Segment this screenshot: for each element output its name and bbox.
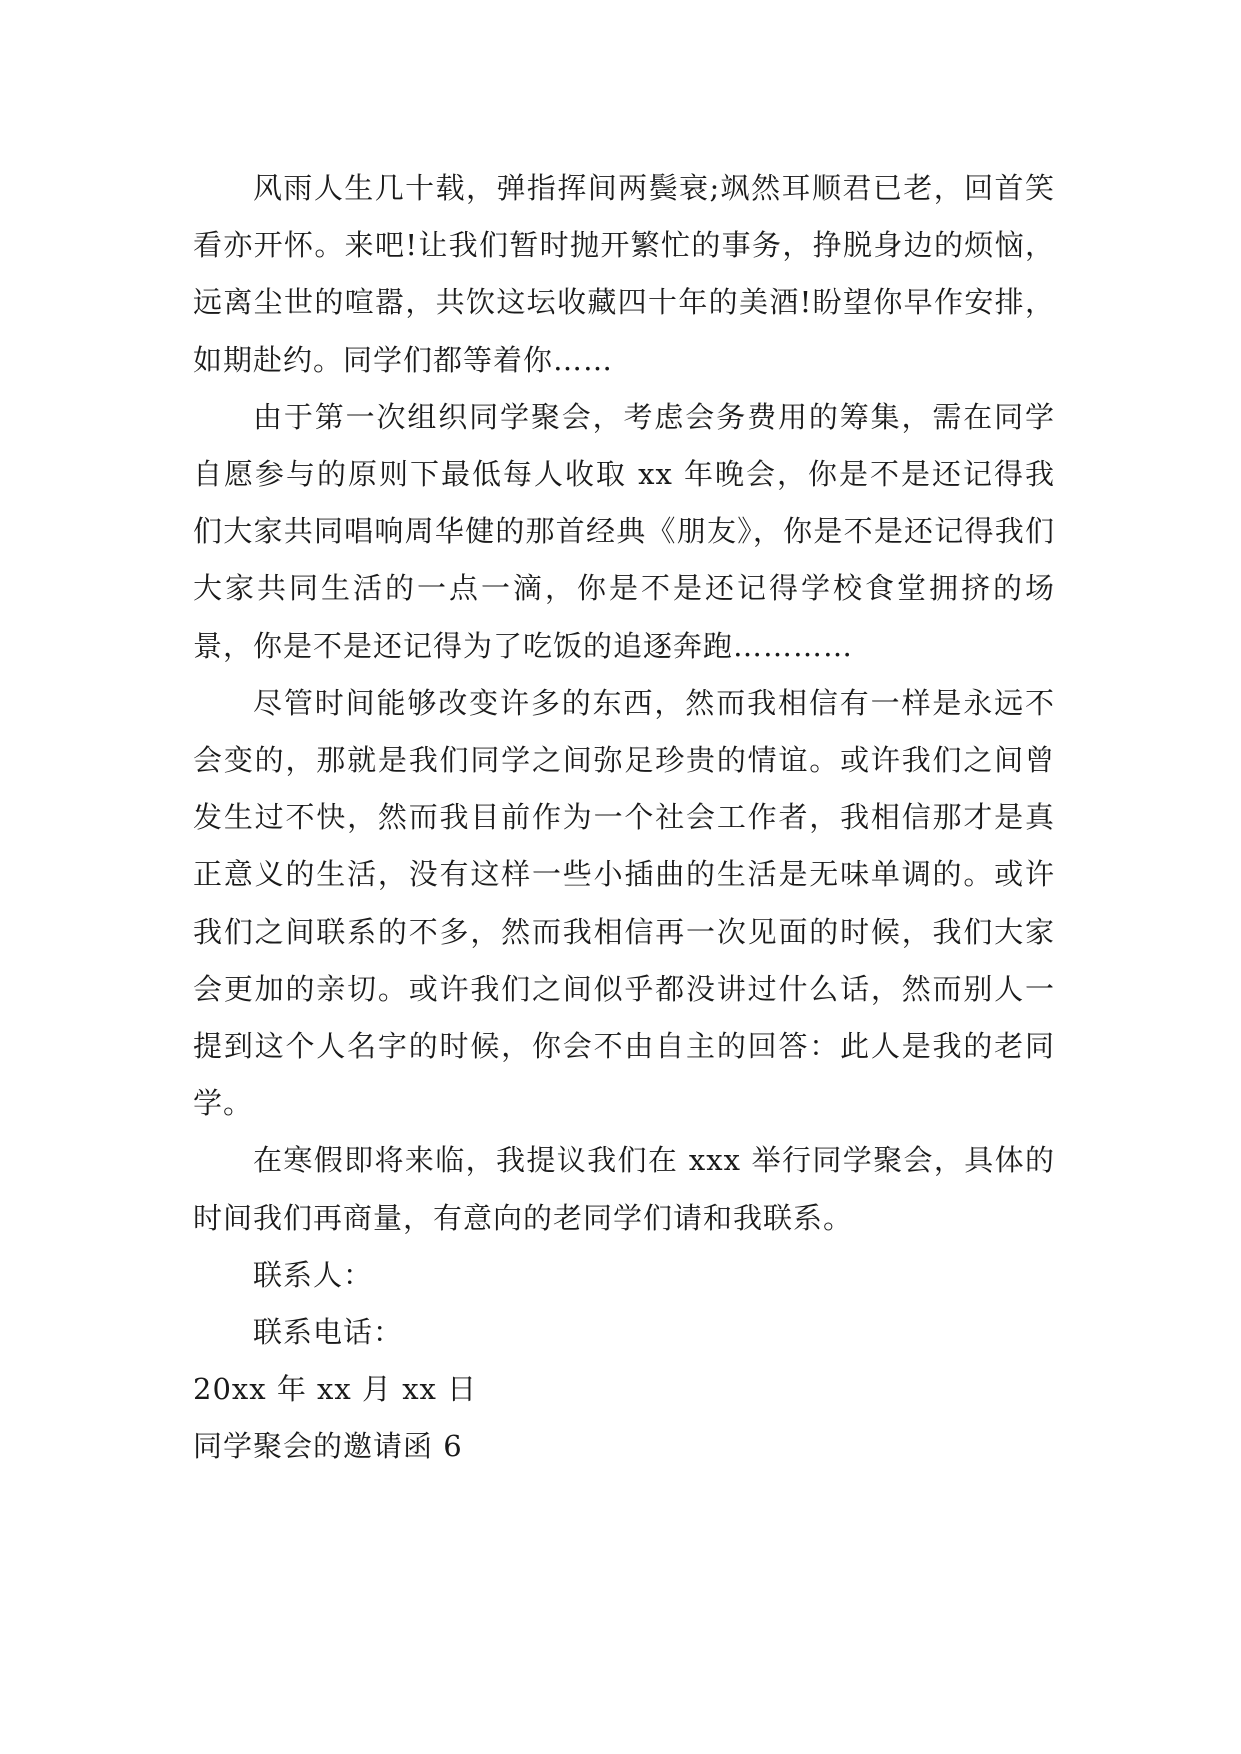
paragraph-proposal: 在寒假即将来临，我提议我们在 xxx 举行同学聚会，具体的时间我们再商量，有意向的老同学们请和我联系。 <box>193 1143 1055 1235</box>
next-section-title: 同学聚会的邀请函 6 <box>193 1429 463 1464</box>
contact-phone-label: 联系电话： <box>253 1315 404 1350</box>
paragraph-reunion-call: 风雨人生几十载，弹指挥间两鬓衰;飒然耳顺君已老，回首笑看亦开怀。来吧!让我们暂时抛开繁忙的事务，挣脱身边的烦恼，远离尘世的喧嚣，共饮这坛收藏四十年的美酒!盼望你早作安排，如期赴约。同学们都等着你…… <box>193 171 1055 377</box>
letter-date: 20xx 年 xx 月 xx 日 <box>193 1372 478 1407</box>
paragraph-friendship: 尽管时间能够改变许多的东西，然而我相信有一样是永远不会变的，那就是我们同学之间弥足珍贵的情谊。或许我们之间曾发生过不快，然而我目前作为一个社会工作者，我相信那才是真正意义的生活，没有这样一些小插曲的生活是无味单调的。或许我们之间联系的不多，然而我相信再一次见面的时候，我们大家会更加的亲切。或许我们之间似乎都没讲过什么话，然而别人一提到这个人名字的时候，你会不由自主的回答：此人是我的老同学。 <box>193 685 1055 1121</box>
document-page <box>193 160 1055 1476</box>
paragraph-fees-memories: 由于第一次组织同学聚会，考虑会务费用的筹集，需在同学自愿参与的原则下最低每人收取 xx 年晚会，你是不是还记得我们大家共同唱响周华健的那首经典《朋友》，你是不是还记得我们大家共同生活的一点一滴，你是不是还记得学校食堂拥挤的场景，你是不是还记得为了吃饭的追逐奔跑………… <box>193 399 1055 663</box>
contact-person-label: 联系人： <box>253 1257 374 1292</box>
